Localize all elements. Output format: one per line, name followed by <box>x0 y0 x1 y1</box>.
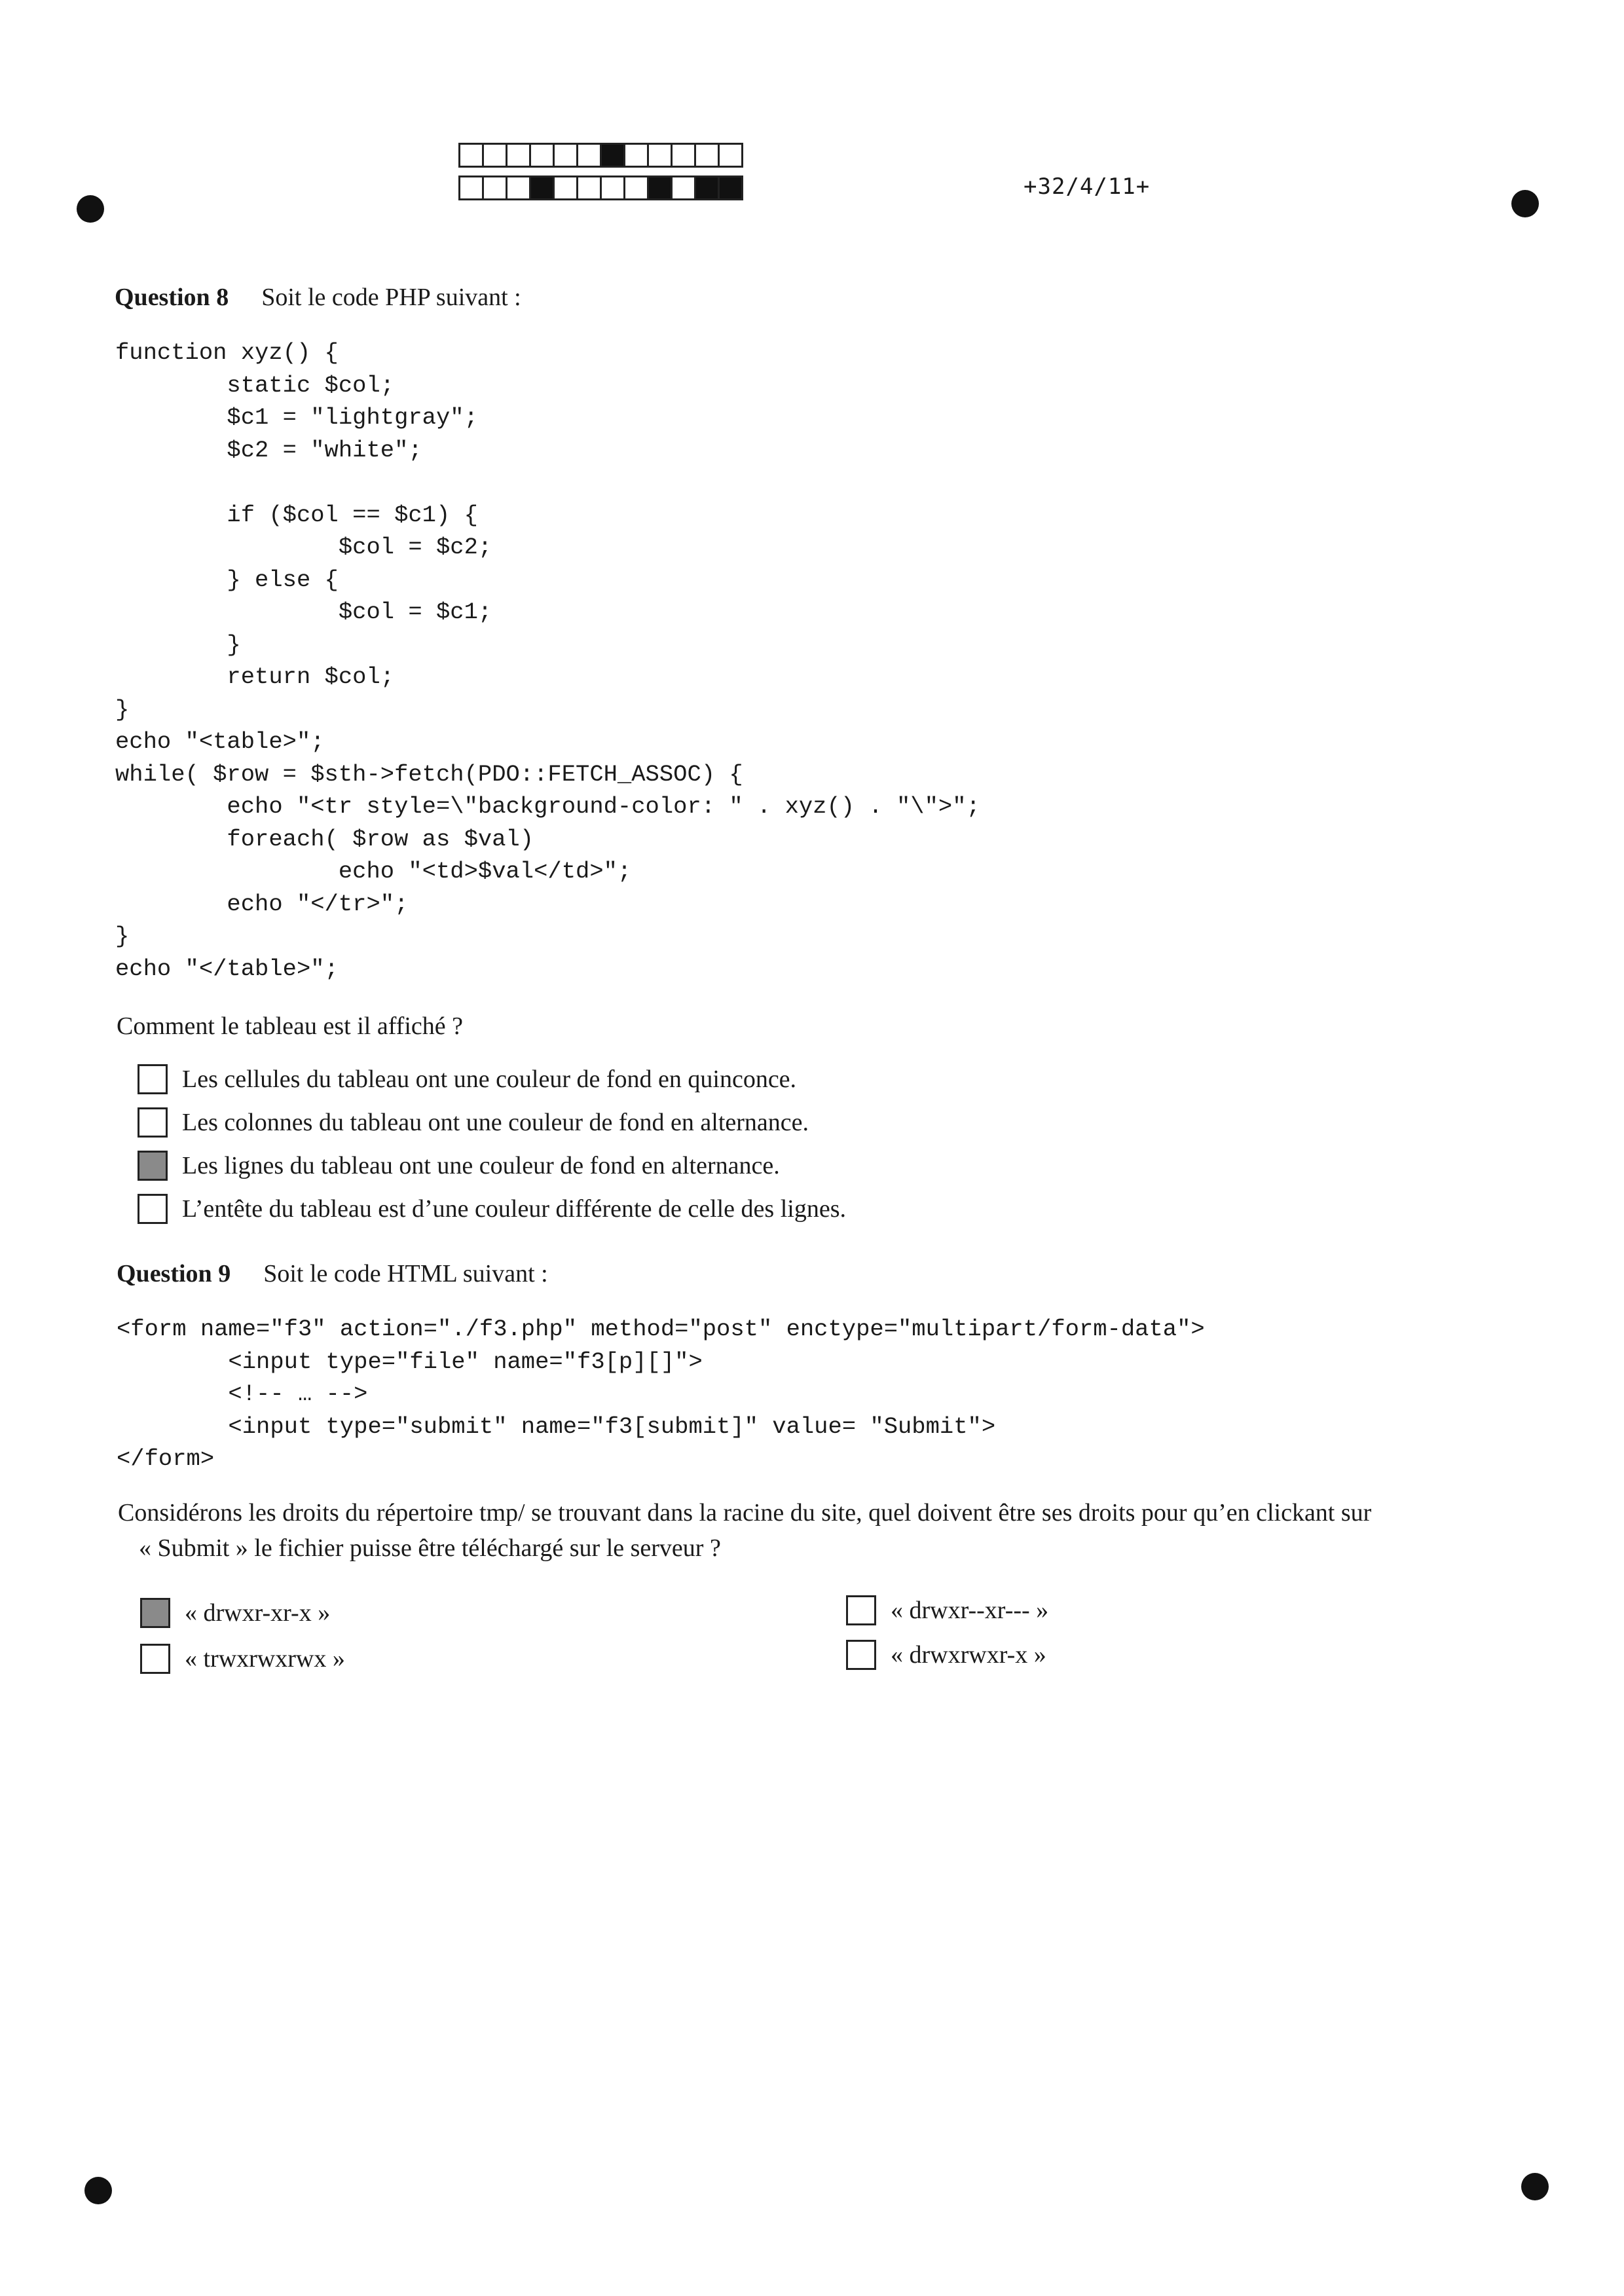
answer-label: Les colonnes du tableau ont une couleur de fond en alternance. <box>182 1109 809 1136</box>
answer-label: « drwxr-xr-x » <box>185 1599 331 1627</box>
answer-checkbox[interactable] <box>846 1595 876 1625</box>
answer-label: « drwxr--xr--- » <box>891 1597 1049 1624</box>
question-number: Question 8 <box>115 284 229 311</box>
php-code-block: function xyz() { static $col; $c1 = "lightgray"; $c2 = "white"; if ($col == $c1) { $col = $c2; } else { $col = $c1; } return $col; } echo "<table>"; while( $row = $sth->fetch(PDO::FETCH_ASSOC) { echo "<tr style=\"background-color: " . xyz() . "\">"; foreach( $row as $val) echo "<td>$val</td>"; echo "</tr>"; } echo "</table>"; <box>115 339 980 982</box>
code-cell-filled <box>694 176 720 200</box>
question-8-prompt: Comment le tableau est il affiché ? <box>117 1012 463 1040</box>
answer-checkbox[interactable] <box>138 1194 168 1224</box>
question-number: Question 9 <box>117 1260 231 1287</box>
answer-option[interactable] <box>846 1595 1048 1625</box>
question-intro: Soit le code PHP suivant : <box>261 284 521 311</box>
answer-option[interactable] <box>140 1644 345 1674</box>
page-identifier: +32/4/11+ <box>1024 174 1151 200</box>
answer-checkbox[interactable] <box>140 1644 170 1674</box>
registration-mark-bottom-right <box>1521 2173 1549 2200</box>
code-cell-empty <box>623 176 649 200</box>
answer-checkbox-checked[interactable] <box>140 1598 170 1628</box>
answer-option[interactable] <box>138 1064 796 1094</box>
answer-option[interactable] <box>138 1194 846 1224</box>
answer-option[interactable] <box>846 1640 1046 1670</box>
code-cell-empty <box>647 143 673 168</box>
answer-checkbox[interactable] <box>846 1640 876 1670</box>
code-cell-empty <box>506 176 531 200</box>
code-cell-empty <box>482 143 507 168</box>
code-cell-empty <box>576 176 602 200</box>
question-9-prompt-line-1: Considérons les droits du répertoire tmp/ se trouvant dans la racine du site, quel doivent être ses droits pour qu’en clickant sur <box>118 1499 1372 1527</box>
code-cell-empty <box>482 176 507 200</box>
answer-label: « drwxrwxr-x » <box>891 1641 1046 1669</box>
answer-checkbox[interactable] <box>138 1064 168 1094</box>
code-cell-empty <box>458 143 484 168</box>
code-cell-empty <box>553 143 578 168</box>
code-cell-filled <box>529 176 555 200</box>
code-cell-empty <box>506 143 531 168</box>
answer-label: Les cellules du tableau ont une couleur de fond en quinconce. <box>182 1065 797 1093</box>
code-cell-empty <box>671 143 696 168</box>
answer-label: L’entête du tableau est d’une couleur différente de celle des lignes. <box>182 1195 846 1223</box>
id-code-bar-row-2 <box>458 176 741 200</box>
question-9-heading <box>117 1259 548 1288</box>
html-code-block: <form name="f3" action="./f3.php" method="post" enctype="multipart/form-data"> <input type="file" name="f3[p][]"> <!-- … --> <input type="submit" name="f3[submit]" value= "Submit"> </form> <box>117 1316 1205 1472</box>
registration-mark-bottom-left <box>84 2177 112 2204</box>
code-cell-empty <box>623 143 649 168</box>
question-intro: Soit le code HTML suivant : <box>263 1260 548 1287</box>
answer-checkbox[interactable] <box>138 1107 168 1138</box>
answer-option[interactable] <box>138 1151 780 1181</box>
code-cell-filled <box>718 176 743 200</box>
id-code-bar-row-1 <box>458 143 741 168</box>
registration-mark-top-right <box>1511 190 1539 217</box>
answer-label: « trwxrwxrwx » <box>185 1645 345 1673</box>
answer-label: Les lignes du tableau ont une couleur de fond en alternance. <box>182 1152 780 1179</box>
answer-option[interactable] <box>140 1598 330 1628</box>
question-9-prompt-line-2: « Submit » le fichier puisse être téléchargé sur le serveur ? <box>139 1534 721 1562</box>
code-cell-empty <box>458 176 484 200</box>
code-cell-empty <box>718 143 743 168</box>
code-cell-empty <box>529 143 555 168</box>
code-cell-empty <box>576 143 602 168</box>
code-cell-filled <box>600 143 625 168</box>
question-8-heading <box>115 283 521 312</box>
code-cell-empty <box>553 176 578 200</box>
code-cell-filled <box>647 176 673 200</box>
answer-option[interactable] <box>138 1107 809 1138</box>
code-cell-empty <box>671 176 696 200</box>
answer-checkbox-checked[interactable] <box>138 1151 168 1181</box>
registration-mark-top-left <box>77 195 104 223</box>
code-cell-empty <box>694 143 720 168</box>
code-cell-empty <box>600 176 625 200</box>
